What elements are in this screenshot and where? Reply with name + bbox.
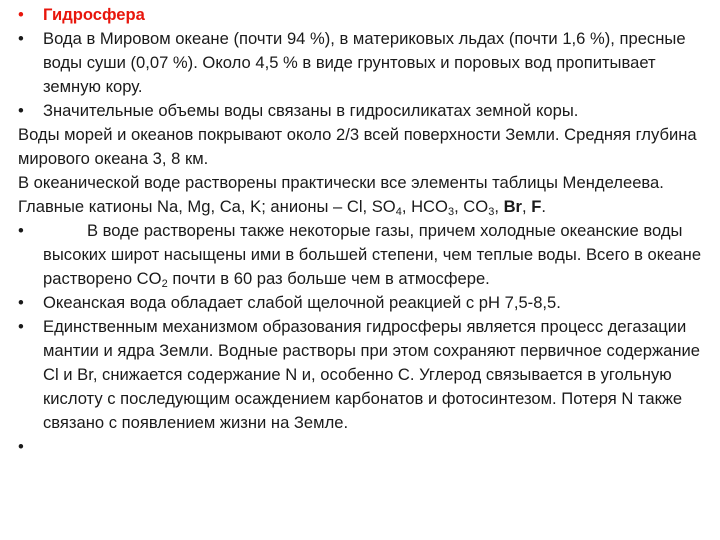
text-fragment: , (494, 197, 504, 216)
paragraph-text: Единственным механизмом образования гидросферы является процесс дегазации мантии и ядра Земли. Водные растворы при этом сохраняют первичное содержание Cl и Br, снижается содержание N и, особенно C. Углерод связывается в угольную кислоту с последующим осаждением карбонатов и фотосинтезом. Потеря N также связано с появлением жизни на Земле. (43, 317, 700, 432)
paragraph-dissolved-elements (18, 171, 712, 219)
title-item (18, 3, 712, 27)
bullet-icon: • (18, 437, 24, 456)
bullet-icon: • (18, 221, 24, 240)
slide-content (18, 3, 712, 459)
fluorine-symbol: F (531, 197, 542, 216)
bromine-symbol: Br (503, 197, 523, 216)
subscript: 3 (488, 206, 495, 218)
bullet-icon: • (18, 101, 24, 120)
paragraph-text: В воде растворены также некоторые газы, причем холодные океанские воды высоких широт насыщены ими в большей степени, чем теплые воды. Всего в океане растворено CO (43, 221, 702, 288)
bullet-icon: • (18, 29, 24, 48)
paragraph-ocean-coverage (18, 123, 712, 171)
bullet-icon: • (18, 293, 24, 312)
bullet-item-empty (18, 435, 712, 459)
paragraph-text: Воды морей и океанов покрывают около 2/3 всей поверхности Земли. Средняя глубина мирового океана 3, 8 км. (18, 125, 697, 168)
subscript: 3 (447, 206, 455, 218)
paragraph-text: В океанической воде растворены практически все элементы таблицы Менделеева. Главные катионы Na, Mg, Ca, K; анионы – Cl, SO (18, 173, 664, 216)
slide-title: Гидросфера (43, 5, 145, 24)
text-fragment: , CO (454, 197, 489, 216)
text-fragment: , HCO (401, 197, 448, 216)
bullet-item-degassing (18, 315, 712, 435)
bullet-item-dissolved-gases (18, 219, 712, 291)
bullet-icon: • (18, 5, 24, 24)
text-fragment: . (541, 197, 547, 216)
paragraph-text: Вода в Мировом океане (почти 94 %), в материковых льдах (почти 1,6 %), пресные воды суши (0,07 %). Около 4,5 % в виде грунтовых и поровых вод пропитывает земную кору. (43, 29, 686, 96)
text-fragment: почти в 60 раз больше чем в атмосфере. (167, 269, 490, 288)
paragraph-text: Значительные объемы воды связаны в гидросиликатах земной коры. (43, 101, 579, 120)
text-fragment: , (522, 197, 532, 216)
bullet-item-ocean-water (18, 27, 712, 99)
paragraph-text: Океанская вода обладает слабой щелочной реакцией с pH 7,5-8,5. (43, 293, 561, 312)
subscript: 2 (161, 278, 168, 290)
bullet-item-ph (18, 291, 712, 315)
subscript: 4 (395, 206, 402, 218)
bullet-icon: • (18, 317, 24, 336)
bullet-item-hydrosilicates (18, 99, 712, 123)
